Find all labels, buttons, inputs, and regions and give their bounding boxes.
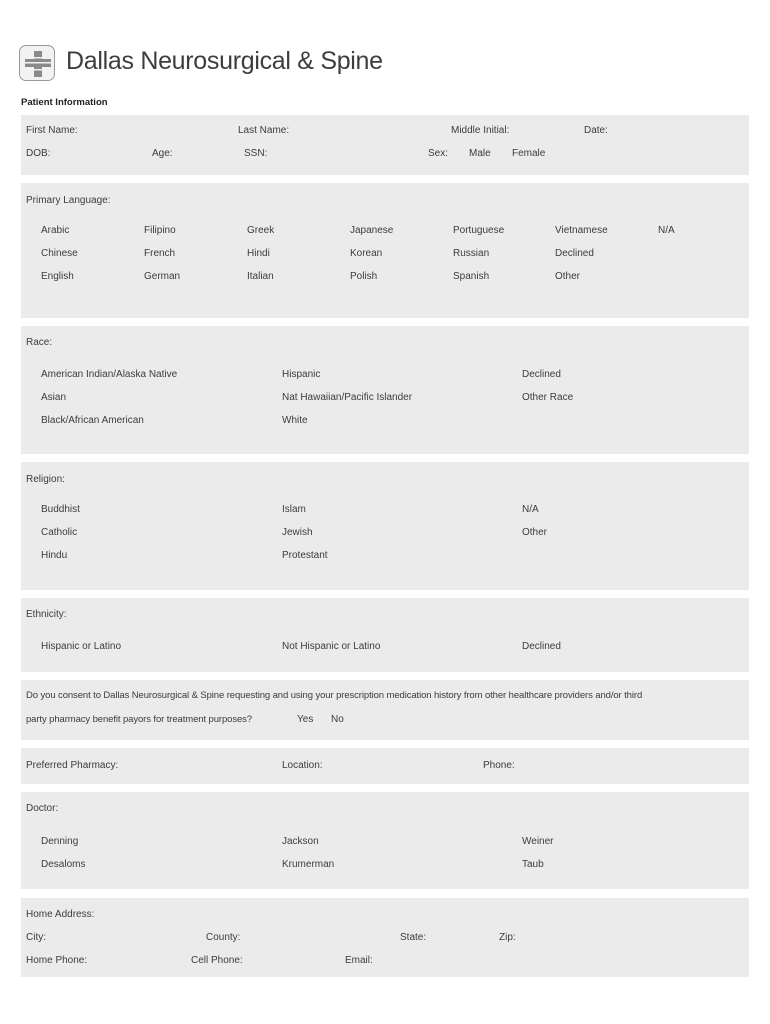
religion-option[interactable]: Jewish — [282, 527, 313, 538]
address-section — [21, 898, 749, 977]
religion-option[interactable]: Catholic — [41, 527, 78, 538]
language-option[interactable]: English — [41, 271, 74, 282]
religion-option[interactable]: N/A — [522, 504, 539, 515]
logo-icon — [19, 45, 55, 81]
consent-question: Do you consent to Dallas Neurosurgical & Spine requesting and using your prescription medication history from other healthcare providers and/or third — [26, 690, 643, 701]
race-label: Race: — [26, 337, 53, 348]
language-option[interactable]: Filipino — [144, 225, 176, 236]
date-field[interactable]: Date: — [584, 125, 608, 136]
patient-info-section — [21, 115, 749, 175]
county-field[interactable]: County: — [206, 932, 241, 943]
race-option[interactable]: Other Race — [522, 392, 574, 403]
doctor-section — [21, 792, 749, 889]
doctor-option[interactable]: Weiner — [522, 836, 554, 847]
dob-field[interactable]: DOB: — [26, 148, 51, 159]
language-option[interactable]: N/A — [658, 225, 675, 236]
language-option[interactable]: Other — [555, 271, 581, 282]
cell-phone-field[interactable]: Cell Phone: — [191, 955, 243, 966]
religion-section — [21, 462, 749, 590]
religion-option[interactable]: Buddhist — [41, 504, 80, 515]
preferred-pharmacy-field[interactable]: Preferred Pharmacy: — [26, 760, 119, 771]
language-option[interactable]: Vietnamese — [555, 225, 608, 236]
language-option[interactable]: Italian — [247, 271, 274, 282]
religion-option[interactable]: Protestant — [282, 550, 328, 561]
language-option[interactable]: Declined — [555, 248, 594, 259]
language-section — [21, 183, 749, 318]
race-option[interactable]: Declined — [522, 369, 561, 380]
religion-label: Religion: — [26, 474, 65, 485]
section-title: Patient Information — [21, 97, 108, 108]
religion-option[interactable]: Other — [522, 527, 548, 538]
sex-female-option[interactable]: Female — [512, 148, 546, 159]
race-option[interactable]: Black/African American — [41, 415, 144, 426]
logo-text: Dallas Neurosurgical & Spine — [66, 47, 383, 75]
race-option[interactable]: Nat Hawaiian/Pacific Islander — [282, 392, 413, 403]
state-field[interactable]: State: — [400, 932, 427, 943]
ethnicity-option[interactable]: Declined — [522, 641, 561, 652]
last-name-field[interactable]: Last Name: — [238, 125, 290, 136]
consent-no-option[interactable]: No — [331, 714, 344, 725]
language-option[interactable]: Japanese — [350, 225, 394, 236]
pharmacy-phone-field[interactable]: Phone: — [483, 760, 515, 771]
age-field[interactable]: Age: — [152, 148, 173, 159]
ssn-field[interactable]: SSN: — [244, 148, 268, 159]
consent-yes-option[interactable]: Yes — [297, 714, 314, 725]
sex-label: Sex: — [428, 148, 449, 159]
first-name-field[interactable]: First Name: — [26, 125, 78, 136]
language-option[interactable]: Portuguese — [453, 225, 505, 236]
doctor-option[interactable]: Krumerman — [282, 859, 335, 870]
city-field[interactable]: City: — [26, 932, 46, 943]
race-option[interactable]: American Indian/Alaska Native — [41, 369, 178, 380]
race-section — [21, 326, 749, 454]
language-option[interactable]: Hindi — [247, 248, 270, 259]
sex-male-option[interactable]: Male — [469, 148, 491, 159]
ethnicity-option[interactable]: Hispanic or Latino — [41, 641, 122, 652]
language-label: Primary Language: — [26, 195, 111, 206]
doctor-option[interactable]: Desaloms — [41, 859, 86, 870]
language-option[interactable]: Spanish — [453, 271, 490, 282]
language-option[interactable]: Greek — [247, 225, 275, 236]
ethnicity-option[interactable]: Not Hispanic or Latino — [282, 641, 381, 652]
zip-field[interactable]: Zip: — [499, 932, 516, 943]
race-option[interactable]: Hispanic — [282, 369, 321, 380]
pharmacy-section — [21, 748, 749, 784]
race-option[interactable]: Asian — [41, 392, 67, 403]
religion-option[interactable]: Islam — [282, 504, 306, 515]
ethnicity-section — [21, 598, 749, 672]
doctor-option[interactable]: Denning — [41, 836, 79, 847]
language-option[interactable]: Chinese — [41, 248, 78, 259]
language-option[interactable]: Korean — [350, 248, 383, 259]
race-option[interactable]: White — [282, 415, 308, 426]
religion-option[interactable]: Hindu — [41, 550, 68, 561]
language-option[interactable]: Polish — [350, 271, 378, 282]
language-option[interactable]: German — [144, 271, 181, 282]
email-field[interactable]: Email: — [345, 955, 373, 966]
language-option[interactable]: French — [144, 248, 176, 259]
language-option[interactable]: Arabic — [41, 225, 70, 236]
language-option[interactable]: Russian — [453, 248, 490, 259]
consent-section — [21, 680, 749, 740]
doctor-label: Doctor: — [26, 803, 59, 814]
home-address-field[interactable]: Home Address: — [26, 909, 95, 920]
doctor-option[interactable]: Taub — [522, 859, 544, 870]
ethnicity-label: Ethnicity: — [26, 609, 67, 620]
pharmacy-location-field[interactable]: Location: — [282, 760, 323, 771]
home-phone-field[interactable]: Home Phone: — [26, 955, 88, 966]
middle-initial-field[interactable]: Middle Initial: — [451, 125, 510, 136]
doctor-option[interactable]: Jackson — [282, 836, 319, 847]
consent-question-continued: party pharmacy benefit payors for treatment purposes? — [26, 714, 252, 725]
